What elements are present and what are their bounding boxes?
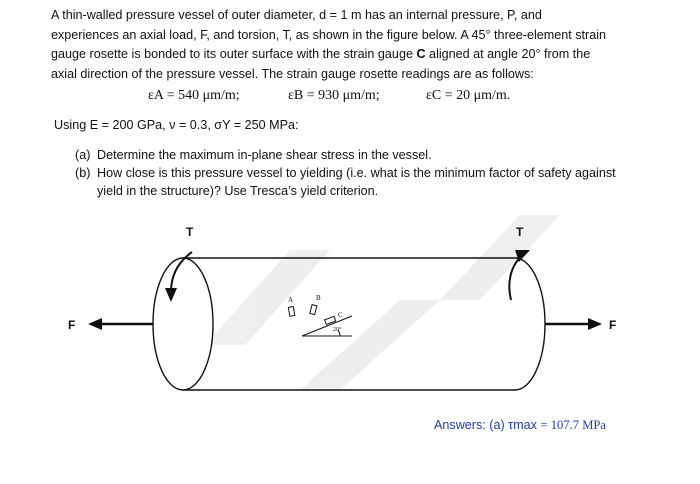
strain-b: εB = 930 μm/m;: [288, 88, 380, 103]
force-right-arrow: [545, 318, 602, 330]
angle-label: 20°: [333, 327, 342, 333]
force-left-label: F: [68, 318, 76, 332]
problem-line-2: experiences an axial load, F, and torsion, T, as shown in the figure below. A 45° three-element strain: [51, 27, 607, 42]
force-left-arrow: [88, 318, 153, 330]
gauge-b-label: B: [316, 294, 321, 302]
problem-line-3a: gauge rosette is bonded to its outer surface with the strain gauge: [51, 47, 417, 62]
question-b-text: How close is this pressure vessel to yielding (i.e. what is the minimum factor of safety against yield in the structure)? Use Tresca’s yield criterion.: [97, 166, 616, 198]
torque-left-label: T: [186, 225, 194, 239]
answers-prefix: Answers: (a) τmax: [434, 418, 537, 432]
problem-line-3c: aligned at angle 20° from the: [425, 47, 591, 62]
problem-line-4: axial direction of the pressure vessel. The strain gauge rosette readings are as follows:: [51, 66, 534, 81]
question-a-text: Determine the maximum in-plane shear stress in the vessel.: [97, 148, 432, 162]
gauge-c-label: C: [338, 311, 343, 319]
watermark-shapes: [205, 215, 560, 390]
question-a-label: (a): [75, 148, 91, 162]
gauge-c-bold: C: [416, 47, 426, 62]
gauge-a-label: A: [288, 296, 294, 304]
torque-right-label: T: [516, 225, 524, 239]
answers-value: = 107.7 MPa: [540, 418, 606, 432]
strain-a: εA = 540 μm/m;: [148, 88, 240, 103]
strain-c: εC = 20 μm/m.: [426, 88, 511, 103]
material-properties: Using E = 200 GPa, ν = 0.3, σY = 250 MPa:: [54, 118, 299, 132]
question-b-label: (b): [75, 166, 91, 180]
force-right-label: F: [609, 318, 617, 332]
strain-gauge-rosette: [288, 305, 352, 336]
answers: [434, 418, 606, 433]
problem-line-1: A thin-walled pressure vessel of outer diameter, d = 1 m has an internal pressure, P, and: [51, 8, 542, 22]
